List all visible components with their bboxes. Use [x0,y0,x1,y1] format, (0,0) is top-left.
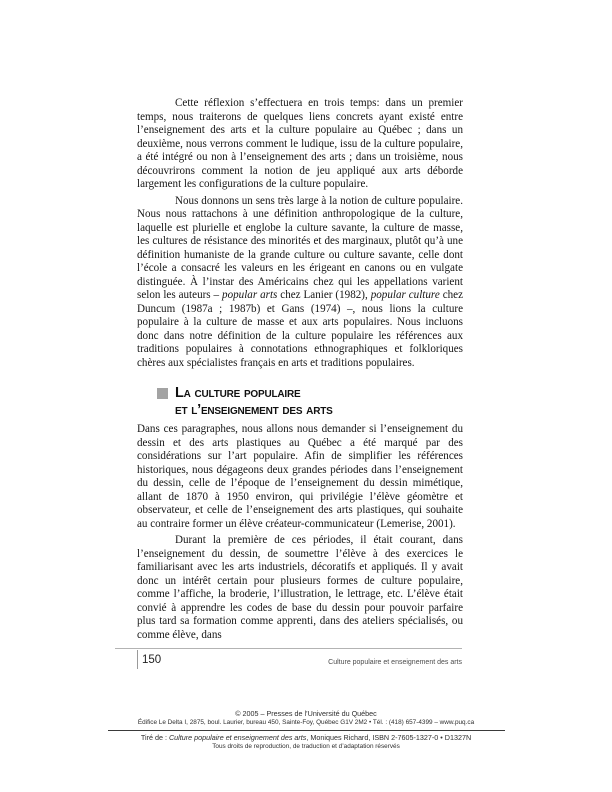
imprint-source-title: Culture populaire et enseignement des arts [168,733,307,742]
section-heading-text [175,385,333,418]
imprint-rule [108,730,505,731]
section-heading [137,385,463,418]
running-title: Culture populaire et enseignement des arts [328,659,462,666]
imprint-source-prefix: Tiré de : [140,733,169,742]
body-paragraph: Nous donnons un sens très large à la notion de culture populaire. Nous nous rattachons à une définition anthropologique de la culture, laquelle est plurielle et englobe la culture savante, la culture de masse, les cultures de résistance des minorités et des marginaux, plutôt qu’à une définition humaniste de la grande culture ou culture savante, celle dont l’école a consacré les valeurs en les érigeant en canons ou en vulgate distinguée. À l’instar des Américains chez qui les appellations varient selon les auteurs – popular arts chez Lanier (1982), popular culture chez Duncum (1987a ; 1987b) et Gans (1974) –, nous lions la culture populaire à la culture de masse et aux arts populaires. Nous incluons donc dans notre définition de la culture populaire les références aux traditions populaires à connotations ethnographiques et folkloriques chères aux spécialistes français en arts et traditions populaires. [137,194,464,369]
square-bullet-icon [157,388,168,399]
imprint-copyright: © 2005 – Presses de l’Université du Québec [235,709,377,718]
page-number: 150 [142,654,162,666]
body-paragraph: Cette réflexion s’effectuera en trois temps: dans un premier temps, nous traiterons de quelques liens concrets ayant existé entre l’enseignement des arts et la culture populaire au Québec ; dans un deuxième, nous verrons comment le ludique, issu de la culture populaire, a été intégré ou non à l’enseignement des arts ; dans un troisième, nous découvrirons comment la notion de jeu appliqué aux arts déborde largement les configurations de la culture populaire. [137,97,463,190]
italic-term: popular arts [222,289,278,301]
italic-term: popular culture [370,289,440,301]
footer-rule [115,648,462,649]
imprint-source [61,733,551,743]
article-body [137,97,463,645]
section-heading-line: La culture populaire [175,385,301,401]
publisher-imprint [61,709,551,751]
body-paragraph: Dans ces paragraphes, nous allons nous demander si l’enseignement du dessin et des arts plastiques au Québec a été marqué par des considérations sur l’art populaire. Afin de simplifier les références historiques, nous dégageons deux grandes périodes dans l’enseignement du dessin, celle de l’époque de l’enseignement du dessin mimétique, allant de 1870 à 1950 environ, qui privilégie l’élève géomètre et observateur, et celle de l’enseignement des arts plastiques, qui souhaite au contraire former un élève créateur-communicateur (Lemerise, 2001). [137,423,463,530]
body-paragraph: Durant la première de ces périodes, il était courant, dans l’enseignement du dessin, de soumettre l’élève à des exercices le familiarisant avec les arts industriels, décoratifs et appliqués. Il y avait donc un intérêt certain pour plusieurs formes de culture populaire, comme l’affiche, la broderie, l’illustration, le lettrage, etc. L’élève était convié à apprendre les codes de base du dessin pour pouvoir parfaire plus tard sa formation comme apprenti, dans des ateliers spécialisés, ou comme élève, dans [137,534,463,641]
section-heading-line: et l’enseignement des arts [175,401,333,418]
imprint-address: Édifice Le Delta I, 2875, boul. Laurier, bureau 450, Sainte-Foy, Québec G1V 2M2 • Tél. : (418) 657-4399 – www.puq.ca [137,718,475,726]
imprint-source-suffix: , Moniques Richard, ISBN 2-7605-1327-0 • D1327N [306,733,472,742]
folio-tick [137,650,138,669]
imprint-rights: Tous droits de reproduction, de traduction et d’adaptation réservés [212,742,400,750]
